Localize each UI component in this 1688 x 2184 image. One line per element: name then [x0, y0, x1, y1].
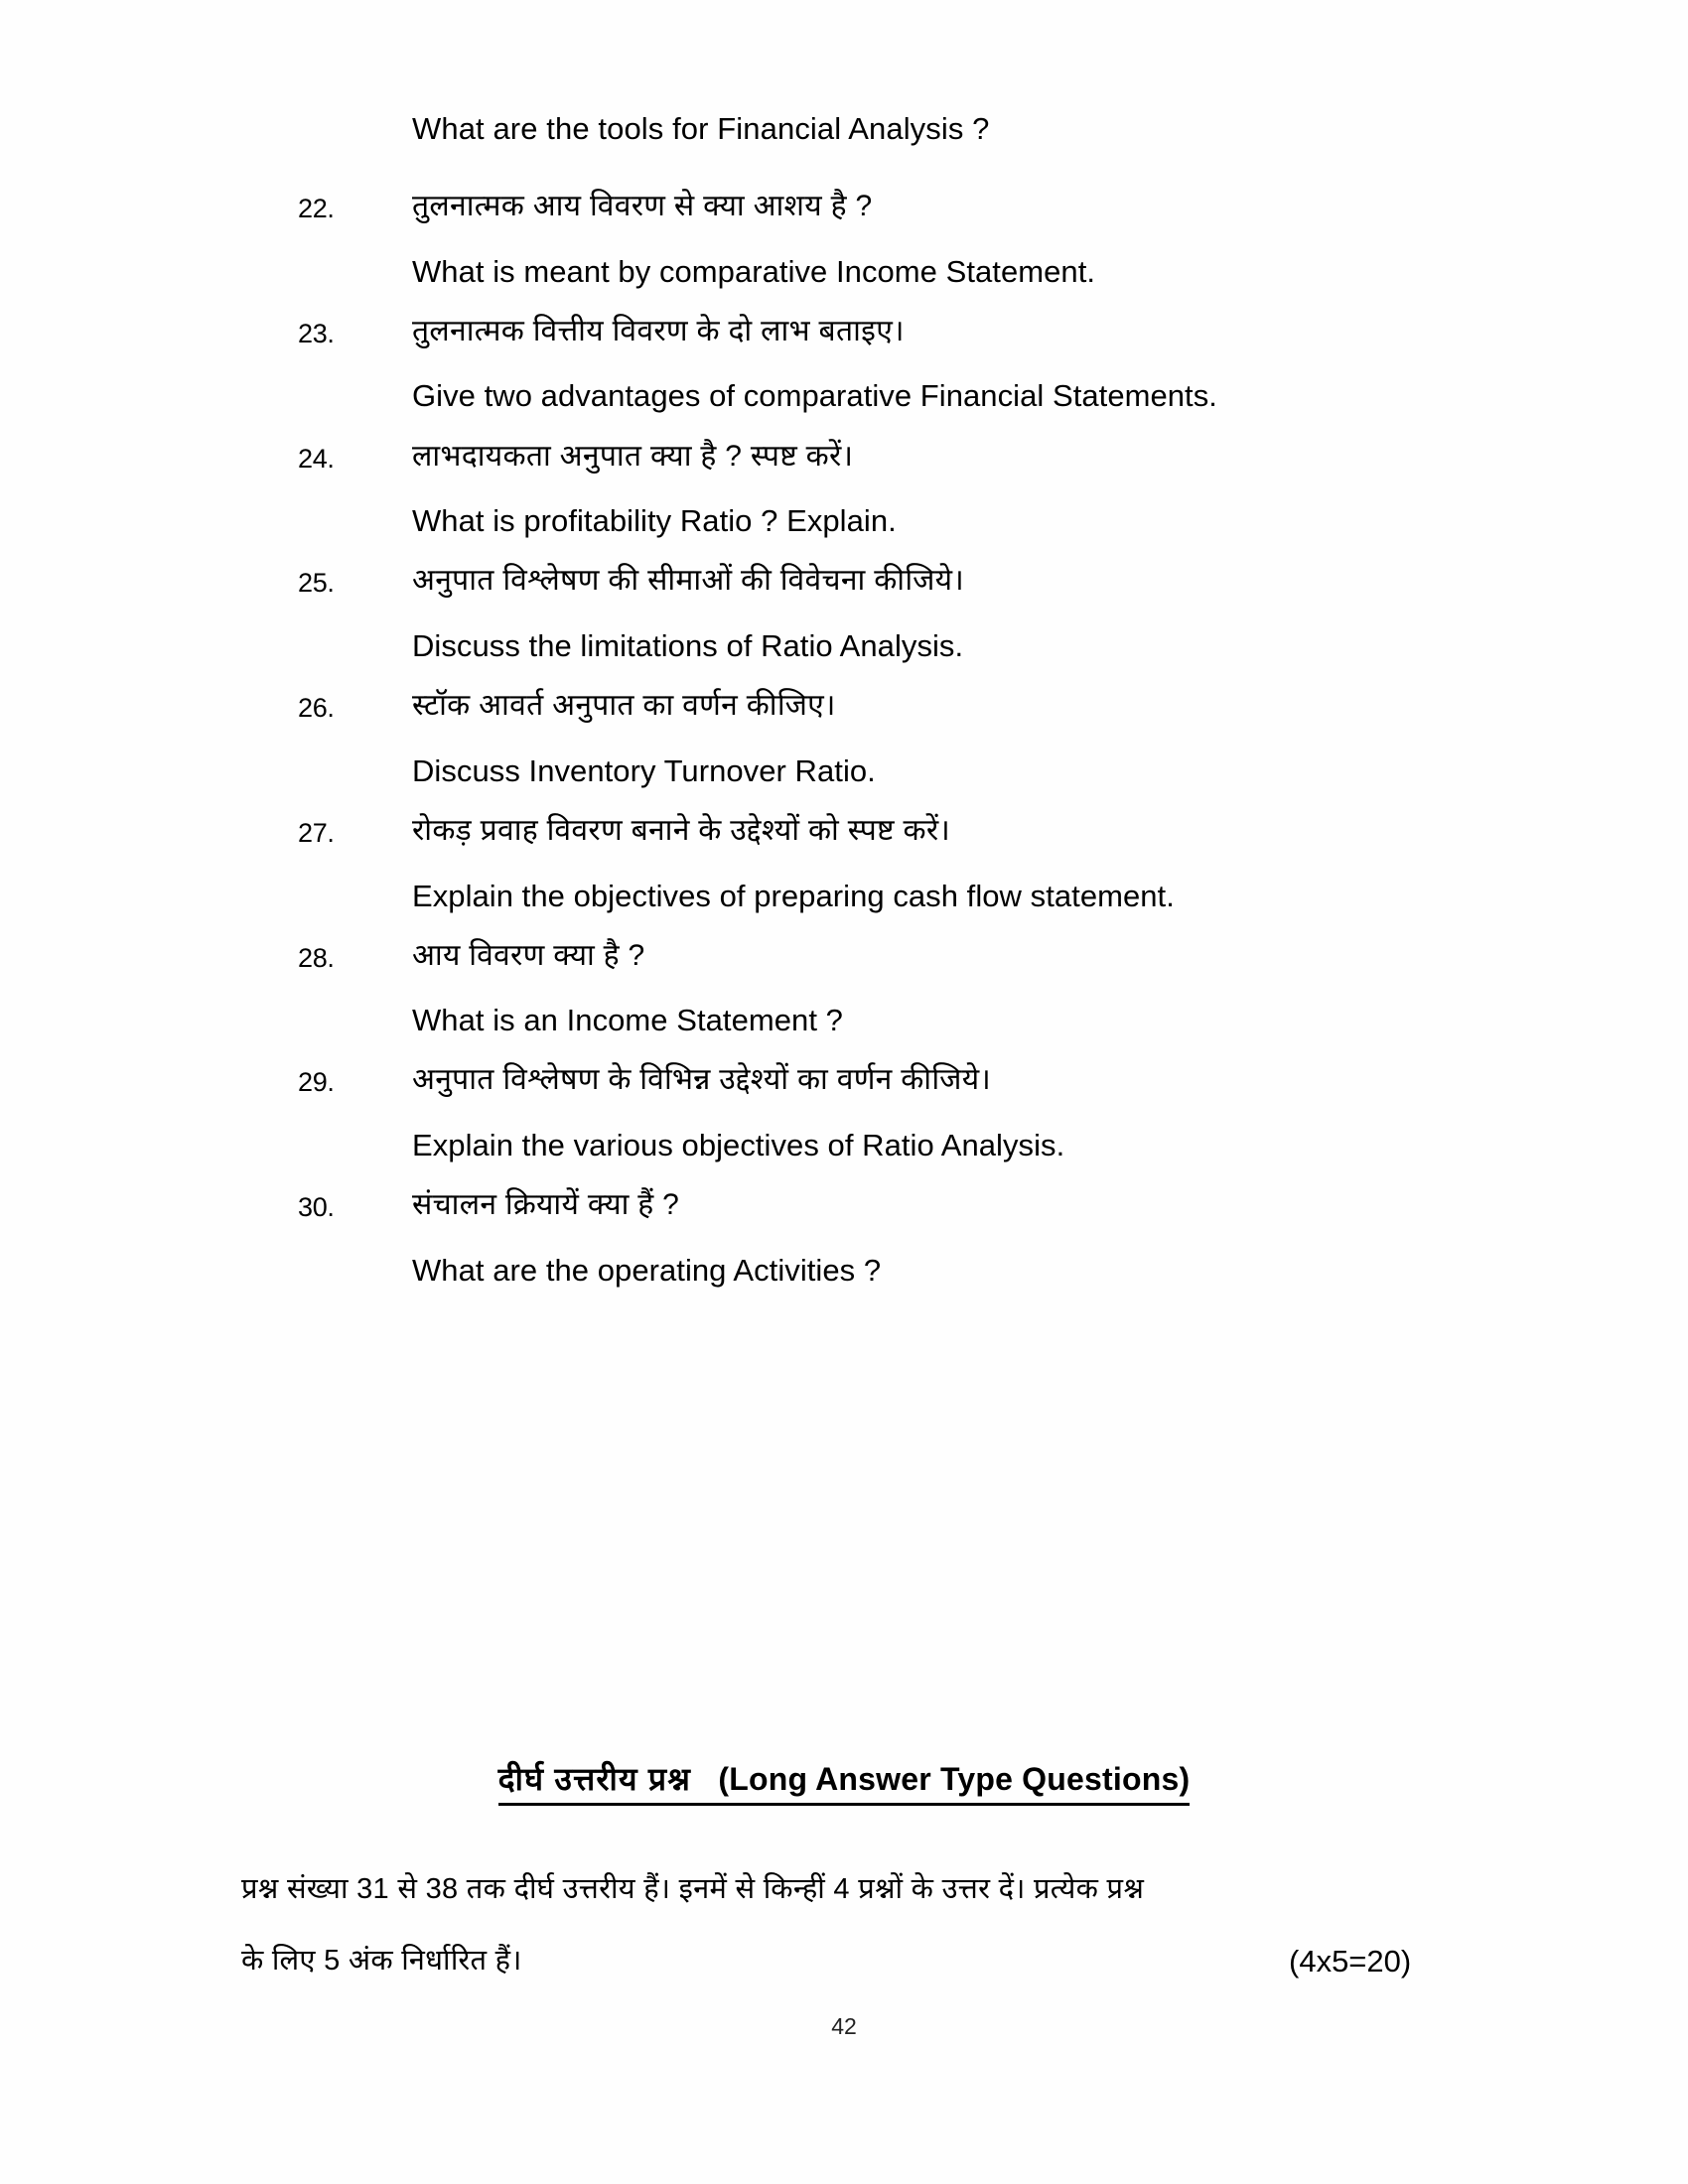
marks-allocation: (4x5=20)	[1289, 1944, 1412, 1979]
instruction-line-2-row	[241, 1944, 1502, 1979]
section-heading	[498, 1757, 1191, 1806]
question-item-30	[0, 1187, 1688, 1289]
question-text-hindi: स्टॉक आवर्त अनुपात का वर्णन कीजिए।	[412, 689, 836, 723]
question-number: 28.	[298, 942, 335, 973]
section-heading-english: (Long Answer Type Questions)	[718, 1761, 1191, 1797]
question-number: 26.	[298, 693, 335, 724]
question-text-hindi: अनुपात विश्लेषण की सीमाओं की विवेचना कीजिये।	[412, 564, 965, 598]
question-number: 25.	[298, 568, 335, 599]
question-text-english: Explain the various objectives of Ratio Analysis.	[412, 1128, 1065, 1163]
question-text-english: Give two advantages of comparative Financial Statements.	[412, 378, 1217, 414]
question-text-hindi: लाभदायकता अनुपात क्या है ? स्पष्ट करें।	[412, 439, 854, 473]
section-instructions	[241, 1874, 1502, 2018]
question-text-english: Explain the objectives of preparing cash flow statement.	[412, 878, 1175, 913]
question-item-27	[0, 813, 1688, 914]
question-text-english: What is an Income Statement ?	[412, 1003, 843, 1038]
question-number: 30.	[298, 1192, 335, 1223]
question-text-english: What is profitability Ratio ? Explain.	[412, 503, 897, 539]
question-item-26	[0, 688, 1688, 789]
question-item-23	[0, 314, 1688, 415]
question-item-22	[0, 189, 1688, 290]
section-heading-container	[0, 1757, 1688, 1806]
question-text-hindi: तुलनात्मक वित्तीय विवरण के दो लाभ बताइए।	[412, 314, 905, 347]
question-text-hindi: तुलनात्मक आय विवरण से क्या आशय है ?	[412, 190, 873, 222]
question-item-29	[0, 1062, 1688, 1163]
question-number: 22.	[298, 194, 335, 223]
question-text-hindi: अनुपात विश्लेषण के विभिन्न उद्देश्यों का वर्णन कीजिये।	[412, 1063, 992, 1097]
continued-question-english-line: What are the tools for Financial Analysis ?	[412, 111, 990, 146]
section-heading-hindi: दीर्घ उत्तरीय प्रश्न	[497, 1761, 692, 1797]
question-text-english: Discuss the limitations of Ratio Analysis.	[412, 627, 964, 663]
question-number: 29.	[298, 1067, 335, 1098]
question-number: 24.	[298, 443, 335, 474]
question-text-english: Discuss Inventory Turnover Ratio.	[412, 752, 876, 788]
question-text-english: What is meant by comparative Income Statement.	[412, 253, 1096, 289]
question-item-25	[0, 563, 1688, 664]
question-text-hindi: आय विवरण क्या है ?	[412, 938, 645, 972]
question-text-english: What are the operating Activities ?	[412, 1252, 882, 1288]
question-list	[0, 189, 1688, 1312]
instruction-line-2: के लिए 5 अंक निर्धारित हैं।	[241, 1945, 522, 1978]
question-number: 23.	[298, 318, 335, 348]
question-text-hindi: संचालन क्रियायें क्या हैं ?	[412, 1188, 680, 1222]
question-item-24	[0, 439, 1688, 540]
section-heading-spacer	[700, 1761, 709, 1797]
question-text-hindi: रोकड़ प्रवाह विवरण बनाने के उद्देश्यों को स्पष्ट करें।	[412, 813, 951, 847]
page-number: 42	[831, 2013, 857, 2039]
instruction-line-1: प्रश्न संख्या 31 से 38 तक दीर्घ उत्तरीय हैं। इनमें से किन्हीं 4 प्रश्नों के उत्तर दें। प्रत्येक प्रश्न	[241, 1873, 1145, 1905]
question-item-28	[0, 938, 1688, 1039]
question-number: 27.	[298, 817, 335, 848]
